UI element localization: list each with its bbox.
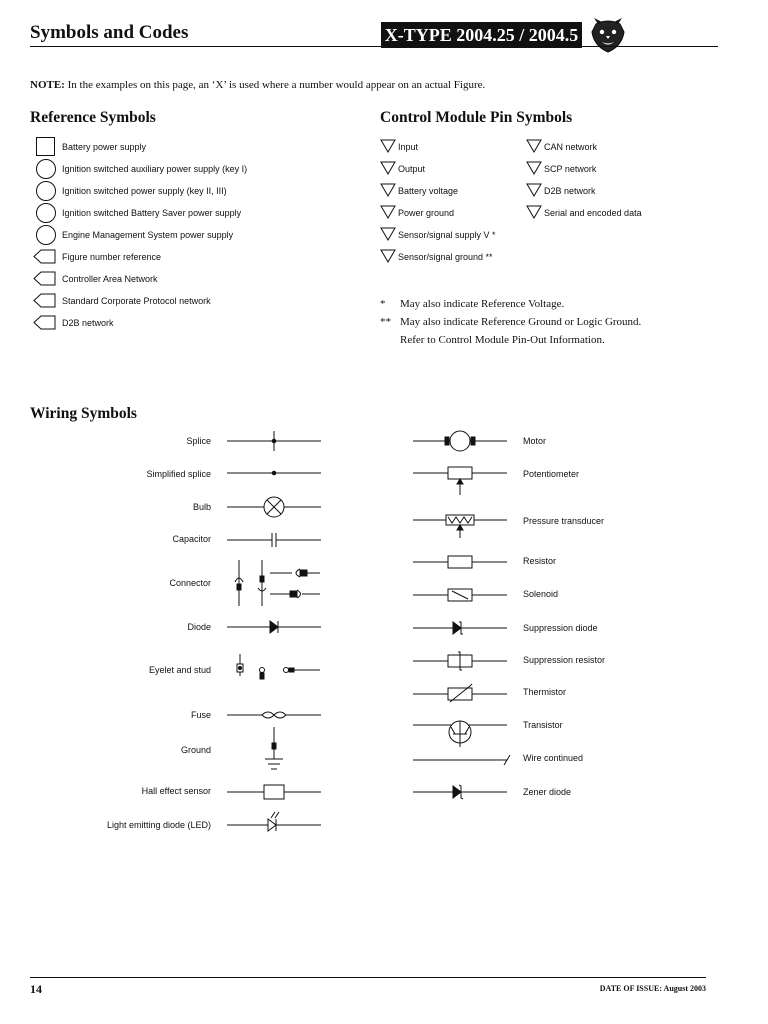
wiring-label: Hall effect sensor <box>141 786 211 796</box>
wiring-label: Splice <box>186 436 211 446</box>
down-triangle-icon <box>380 183 396 197</box>
wiring-label: Zener diode <box>523 787 572 797</box>
pin-label: Serial and encoded data <box>544 208 642 218</box>
ref-item-label: Ignition switched Battery Saver power supply <box>62 208 242 218</box>
circle-icon <box>36 181 56 201</box>
pin-label: D2B network <box>544 186 596 196</box>
down-triangle-icon <box>526 161 542 175</box>
footnote-3: Refer to Control Module Pin-Out Information. <box>400 334 605 346</box>
pin-label: Battery voltage <box>398 186 459 196</box>
pressure-transducer-icon <box>413 512 507 538</box>
bulb-icon <box>227 496 321 518</box>
down-triangle-icon <box>380 249 396 263</box>
page-title: Symbols and Codes <box>30 22 189 43</box>
circle-icon <box>36 203 56 223</box>
issue-date: DATE OF ISSUE: August 2003 <box>599 984 706 993</box>
note <box>30 79 485 91</box>
footnote-text: May also indicate Reference Voltage. <box>400 298 565 310</box>
ref-item-label: Figure number reference <box>62 252 162 262</box>
wiring-label: Capacitor <box>172 534 211 544</box>
pointer-tag-icon <box>33 249 57 265</box>
fuse-icon <box>227 707 321 723</box>
down-triangle-icon <box>526 183 542 197</box>
wiring-label: Motor <box>523 436 547 446</box>
down-triangle-icon <box>380 227 396 241</box>
resistor-icon <box>413 555 507 569</box>
wiring-label: Light emitting diode (LED) <box>106 820 211 830</box>
simplified-splice-icon <box>227 467 321 479</box>
wiring-label: Simplified splice <box>146 469 211 479</box>
footer-rule <box>30 977 706 978</box>
wiring-label: Suppression resistor <box>523 655 606 665</box>
footnote-mark: ** <box>380 316 391 328</box>
wiring-label: Diode <box>187 622 211 632</box>
ref-item-label: Standard Corporate Protocol network <box>62 296 211 306</box>
solenoid-icon <box>413 588 507 602</box>
wiring-label: Solenoid <box>523 589 559 599</box>
pin-symbols-heading: Control Module Pin Symbols <box>380 109 573 126</box>
wiring-label: Connector <box>169 578 211 588</box>
ref-item-label: Controller Area Network <box>62 274 158 284</box>
wiring-label: Suppression diode <box>523 623 598 633</box>
down-triangle-icon <box>380 161 396 175</box>
pin-label: SCP network <box>544 164 597 174</box>
note-label: NOTE: <box>30 79 65 91</box>
wiring-label: Pressure transducer <box>523 516 605 526</box>
pin-label: Sensor/signal supply V * <box>398 230 496 240</box>
circle-icon <box>36 225 56 245</box>
footnote-mark: * <box>380 298 386 310</box>
jaguar-head-icon <box>588 16 628 54</box>
square-icon <box>36 137 56 157</box>
ref-item-label: Battery power supply <box>62 142 147 152</box>
note-text: In the examples on this page, an ‘X’ is used where a number would appear on an actual Figure. <box>64 79 486 91</box>
down-triangle-icon <box>380 139 396 153</box>
capacitor-icon <box>227 532 321 548</box>
footnote-text: May also indicate Reference Ground or Logic Ground. <box>400 316 642 328</box>
wiring-label: Ground <box>180 745 211 755</box>
footnote-1 <box>380 295 564 313</box>
pointer-tag-icon <box>33 315 57 331</box>
wiring-label: Thermistor <box>523 687 567 697</box>
footnote-2 <box>380 313 641 331</box>
potentiometer-icon <box>413 465 507 497</box>
model-badge: X-TYPE 2004.25 / 2004.5 <box>381 22 582 48</box>
hall-effect-sensor-icon <box>227 783 321 801</box>
ref-item-label: Ignition switched power supply (key II, III) <box>62 186 227 196</box>
ground-icon <box>262 727 286 775</box>
circle-icon <box>36 159 56 179</box>
connector-icon <box>232 558 324 608</box>
diode-icon <box>227 619 321 635</box>
eyelet-and-stud-icon <box>234 652 324 682</box>
thermistor-icon <box>413 683 507 703</box>
down-triangle-icon <box>526 205 542 219</box>
wiring-label: Transistor <box>523 720 563 730</box>
wiring-label: Fuse <box>190 710 211 720</box>
down-triangle-icon <box>526 139 542 153</box>
down-triangle-icon <box>380 205 396 219</box>
wiring-label: Resistor <box>523 556 557 566</box>
wiring-label: Wire continued <box>523 753 584 763</box>
led-icon <box>227 812 321 834</box>
zener-diode-icon <box>413 783 507 801</box>
ref-item-label: Engine Management System power supply <box>62 230 234 240</box>
wiring-label: Eyelet and stud <box>148 665 211 675</box>
pointer-tag-icon <box>33 293 57 309</box>
wiring-label: Bulb <box>192 502 211 512</box>
page-number: 14 <box>30 982 42 996</box>
transistor-icon <box>413 712 507 748</box>
ref-item-label: D2B network <box>62 318 114 328</box>
pin-label: Input <box>398 142 419 152</box>
pin-label: CAN network <box>544 142 598 152</box>
header-rule <box>30 46 718 47</box>
wire-continued-icon <box>413 753 511 767</box>
motor-icon <box>413 430 507 452</box>
pin-label: Sensor/signal ground ** <box>398 252 493 262</box>
splice-icon <box>227 431 321 451</box>
wiring-symbols-heading: Wiring Symbols <box>30 405 137 422</box>
pointer-tag-icon <box>33 271 57 287</box>
pin-label: Output <box>398 164 426 174</box>
wiring-label: Potentiometer <box>523 469 580 479</box>
reference-symbols-heading: Reference Symbols <box>30 109 156 126</box>
suppression-resistor-icon <box>413 650 507 672</box>
pin-label: Power ground <box>398 208 455 218</box>
suppression-diode-icon <box>413 619 507 637</box>
ref-item-label: Ignition switched auxiliary power supply (key I) <box>62 164 248 174</box>
